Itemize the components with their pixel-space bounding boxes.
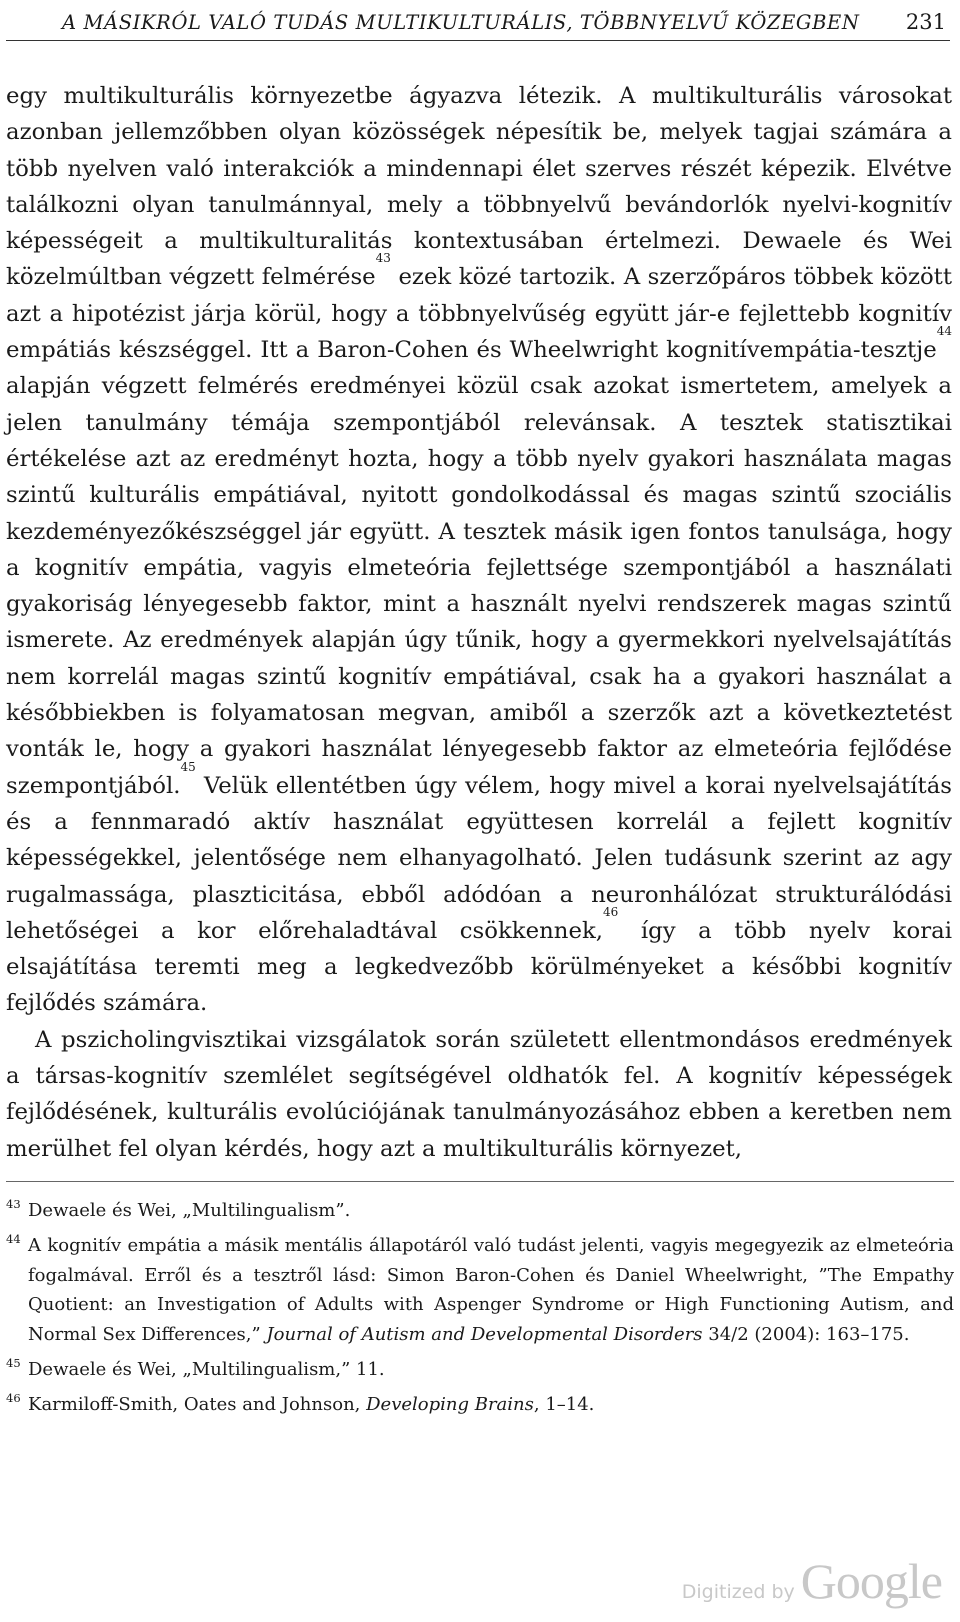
paragraph-1 [6, 78, 952, 1022]
footnote-46 [6, 1390, 954, 1419]
footnote-number: 44 [6, 1232, 21, 1247]
footnote-44-journal: Journal of Autism and Developmental Disorders [266, 1323, 703, 1345]
footnote-text [28, 1231, 954, 1349]
paragraph-1-part-d: Velük ellentétben úgy vélem, hogy mivel a korai nyelvelsajátítás és a fennmaradó aktív használat együttesen korrelál a fejlett kognitív képességekkel, jelentősége nem elhanyagolható. Jelen tudásunk szerint az agy rugalmassága, plaszticitása, ebből adódóan a neuronhálózat strukturálódási lehetőségei a kor előrehaladtával csökkennek, [6, 772, 952, 944]
google-logo: Google [800, 1553, 942, 1609]
footnote-43 [6, 1196, 954, 1225]
footnote-number: 43 [6, 1197, 21, 1211]
footnote-separator [6, 1181, 954, 1182]
footnote-44 [6, 1231, 954, 1349]
paragraph-1-part-a: egy multikulturális környezetbe ágyazva létezik. A multikulturális városokat azonban jellemzőbben olyan közösségek népesítik be, melyek tagjai számára a több nyelven való interakciók a mindennapi élet szerves részét képezik. Elvétve találkozni olyan tanulmánnyal, mely a többnyelvű bevándorlók nyelvi-kognitív képességeit a multikulturalitás kontextusában értelmezi. Dewaele és Wei közelmúltban végzett felmérése [6, 83, 952, 291]
page-number: 231 [905, 10, 946, 34]
footnote-ref-45[interactable]: 45 [180, 759, 196, 774]
footnote-45 [6, 1355, 954, 1384]
footnotes [6, 1196, 954, 1426]
footnote-number: 45 [6, 1356, 21, 1371]
running-title: A MÁSIKRÓL VALÓ TUDÁS MULTIKULTURÁLIS, TÖBBNYELVŰ KÖZEGBEN [62, 10, 860, 34]
body-text [6, 78, 952, 1167]
footnote-number: 46 [6, 1391, 21, 1406]
paragraph-1-part-e: így a több nyelv korai elsajátítása teremti meg a legkedvezőbb körülményeket a későbbi kognitív fejlődés számára. [6, 917, 952, 1017]
paragraph-1-part-c: alapján végzett felmérés eredményei közül csak azokat ismertetem, amelyek a jelen tanulmány témája szempontjából relevánsak. A tesztek statisztikai értékelése azt az eredményt hozta, hogy a több nyelv gyakori használata magas szintű kulturális empátiával, nyitott gondolkodással és magas szintű szociális kezdeményezőkészséggel jár együtt. A tesztek másik igen fontos tanulsága, hogy a kognitív empátia, vagyis elmeteória fejlettsége szempontjából a használati gyakoriság lényegesebb faktor, mint a használt nyelvi rendszerek magas szintű ismerete. Az eredmények alapján úgy tűnik, hogy a gyermekkori nyelvelsajátítás nem korrelál magas szintű kognitív empátiával, csak ha a gyakori használat a későbbiekben is folyamatosan megvan, amiből a szerzők azt a következtetést vonták le, hogy a gyakori használat lényegesebb faktor az elmeteória fejlődése szempontjából. [6, 373, 952, 799]
watermark-prefix: Digitized by [681, 1581, 795, 1603]
paragraph-1-part-b: ezek közé tartozik. A szerzőpáros többek között azt a hipotézist járja körül, hogy a többnyelvűség együtt jár-e fejlettebb kognitív empátiás készséggel. Itt a Baron-Cohen és Wheelwright kognitívempátia-tesztje [6, 264, 952, 364]
footnote-46-text-a: Karmiloff-Smith, Oates and Johnson, [28, 1394, 367, 1416]
footnote-46-text-b: , 1–14. [533, 1394, 595, 1416]
footnote-44-text-a: A kognitív empátia a másik mentális állapotáról való tudást jelenti, vagyis megegyezik az elmeteória fogalmával. Erről és a tesztről lásd: Simon Baron-Cohen és Daniel Wheelwright, ”The Empathy Quotient: an Investigation of Adults with Aspenger Syndrome or High Functioning Autism, and Normal Sex Differences,” [28, 1235, 954, 1345]
footnote-ref-44[interactable]: 44 [936, 324, 952, 339]
running-header [6, 4, 950, 41]
digitized-watermark [682, 1552, 942, 1610]
footnote-46-title: Developing Brains [366, 1394, 534, 1416]
footnote-text: Dewaele és Wei, „Multilingualism,” 11. [28, 1359, 385, 1381]
paragraph-2: A pszicholingvisztikai vizsgálatok során született ellentmondásos eredmények a társas-kognitív szemlélet segítségével oldhatók fel. A kognitív képességek fejlődésének, kulturális evolúciójának tanulmányozásához ebben a keretben nem merülhet fel olyan kérdés, hogy azt a multikulturális környezet, [6, 1026, 952, 1162]
footnote-text: Dewaele és Wei, „Multilingualism”. [28, 1200, 351, 1221]
footnote-text [28, 1390, 954, 1419]
footnote-ref-46[interactable]: 46 [603, 904, 619, 919]
footnote-ref-43[interactable]: 43 [375, 251, 391, 266]
footnote-44-text-b: 34/2 (2004): 163–175. [702, 1323, 910, 1345]
